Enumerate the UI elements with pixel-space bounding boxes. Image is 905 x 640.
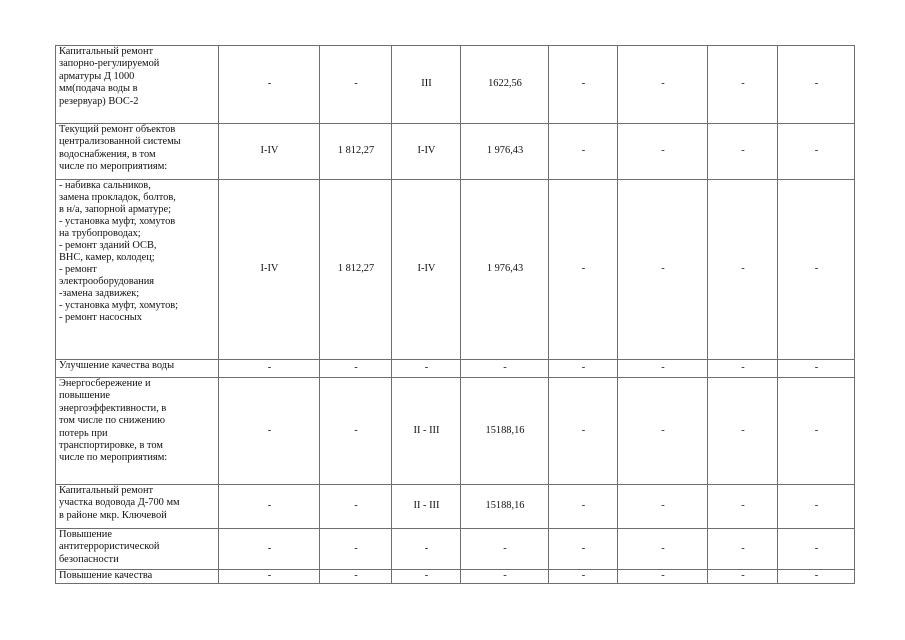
table-row xyxy=(56,529,855,570)
table-cell: - xyxy=(778,529,855,570)
table-cell: I-IV xyxy=(392,180,461,360)
table-row xyxy=(56,46,855,124)
description-line: на трубопроводах; xyxy=(59,228,141,239)
description-line: - ремонт зданий ОСВ, xyxy=(59,240,157,251)
table-row xyxy=(56,124,855,180)
table-cell: - xyxy=(708,46,778,124)
table-row xyxy=(56,180,855,360)
description-line: запорно-регулируемой xyxy=(59,58,160,70)
table-cell: - xyxy=(778,360,855,378)
row-description xyxy=(56,529,219,570)
description-line: в н/а, запорной арматуре; xyxy=(59,204,171,215)
table-row xyxy=(56,570,855,584)
description-line: ВНС, камер, колодец; xyxy=(59,252,155,263)
table-cell: - xyxy=(392,529,461,570)
table-body xyxy=(56,46,855,584)
table-cell: - xyxy=(708,124,778,180)
description-line: резервуар) ВОС-2 xyxy=(59,95,139,107)
table-cell: - xyxy=(618,529,708,570)
table-row xyxy=(56,360,855,378)
table-cell: - xyxy=(708,378,778,485)
table-cell: 1 976,43 xyxy=(461,124,549,180)
table-cell: - xyxy=(549,529,618,570)
table-cell: - xyxy=(549,378,618,485)
description-line: энергоэффективности, в xyxy=(59,402,167,414)
description-line: централизованной системы xyxy=(59,136,181,148)
description-line: безопасности xyxy=(59,553,119,565)
table-cell: - xyxy=(219,46,320,124)
description-line: Капитальный ремонт xyxy=(59,46,154,57)
table-cell: I-IV xyxy=(219,180,320,360)
table-cell: - xyxy=(778,46,855,124)
description-line: - установка муфт, хомутов; xyxy=(59,300,179,311)
table-cell: III xyxy=(392,46,461,124)
description-line: электрооборудования xyxy=(59,276,155,287)
description-line: том числе по снижению xyxy=(59,415,165,427)
table-cell: - xyxy=(461,360,549,378)
table-cell: - xyxy=(392,360,461,378)
table-cell: - xyxy=(219,378,320,485)
table-cell: - xyxy=(618,360,708,378)
description-line: числе по мероприятиям: xyxy=(59,452,168,464)
table-cell: - xyxy=(320,570,392,584)
table-cell: - xyxy=(549,124,618,180)
table-cell: - xyxy=(461,529,549,570)
row-description xyxy=(56,570,219,584)
table-cell: - xyxy=(320,46,392,124)
table-cell: 1 812,27 xyxy=(320,180,392,360)
table-cell: - xyxy=(618,378,708,485)
table-cell: - xyxy=(708,570,778,584)
description-line: -замена задвижек; xyxy=(59,288,140,299)
table-cell: - xyxy=(549,360,618,378)
description-line: замена прокладок, болтов, xyxy=(59,192,176,203)
description-line: - набивка сальников, xyxy=(59,180,151,191)
table-cell: - xyxy=(461,570,549,584)
table-cell: - xyxy=(708,529,778,570)
description-line: - ремонт xyxy=(59,264,97,275)
table-cell: 1 812,27 xyxy=(320,124,392,180)
table-cell: - xyxy=(708,360,778,378)
table-cell: - xyxy=(392,570,461,584)
description-line: Повышение xyxy=(59,529,112,540)
table-cell: - xyxy=(549,485,618,529)
table-cell: - xyxy=(618,180,708,360)
table-cell: - xyxy=(708,485,778,529)
table-cell: - xyxy=(618,485,708,529)
table-row xyxy=(56,378,855,485)
table-cell: - xyxy=(708,180,778,360)
table-cell: - xyxy=(778,378,855,485)
description-line: арматуры Д 1000 xyxy=(59,70,135,82)
description-line: Повышение качества xyxy=(59,570,153,581)
description-line: потерь при xyxy=(59,427,108,439)
table-cell: - xyxy=(549,46,618,124)
description-line: водоснабжения, в том xyxy=(59,148,156,160)
table-cell: 1 976,43 xyxy=(461,180,549,360)
row-description xyxy=(56,46,219,124)
table-cell: - xyxy=(618,124,708,180)
measures-table xyxy=(55,45,855,584)
table-cell: 15188,16 xyxy=(461,378,549,485)
description-line: числе по мероприятиям: xyxy=(59,161,168,173)
row-description xyxy=(56,124,219,180)
table-cell: - xyxy=(618,46,708,124)
table-cell: - xyxy=(219,360,320,378)
description-line: - ремонт насосных xyxy=(59,312,142,323)
table-cell: - xyxy=(549,570,618,584)
row-description xyxy=(56,485,219,529)
table-cell: II - III xyxy=(392,378,461,485)
description-line: участка водовода Д-700 мм xyxy=(59,497,180,509)
description-line: - установка муфт, хомутов xyxy=(59,216,176,227)
table-cell: - xyxy=(320,378,392,485)
description-line: антитеррористической xyxy=(59,541,160,553)
table-cell: - xyxy=(778,485,855,529)
description-line: в районе мкр. Ключевой xyxy=(59,509,167,521)
description-line: повышение xyxy=(59,390,110,402)
table-row xyxy=(56,485,855,529)
table-cell: - xyxy=(778,124,855,180)
description-line: Капитальный ремонт xyxy=(59,485,154,496)
description-line: Текущий ремонт объектов xyxy=(59,124,176,135)
table-cell: I-IV xyxy=(392,124,461,180)
row-description xyxy=(56,378,219,485)
table-cell: - xyxy=(778,180,855,360)
description-line: Энергосбережение и xyxy=(59,378,151,389)
table-cell: 1622,56 xyxy=(461,46,549,124)
table-cell: - xyxy=(320,529,392,570)
table-cell: - xyxy=(219,485,320,529)
row-description xyxy=(56,180,219,360)
table-cell: - xyxy=(320,360,392,378)
description-line: мм(подача воды в xyxy=(59,83,138,95)
table-cell: 15188,16 xyxy=(461,485,549,529)
row-description xyxy=(56,360,219,378)
table-cell: I-IV xyxy=(219,124,320,180)
table-cell: - xyxy=(219,570,320,584)
table-cell: - xyxy=(778,570,855,584)
table-cell: - xyxy=(618,570,708,584)
table-cell: - xyxy=(219,529,320,570)
table-cell: - xyxy=(549,180,618,360)
table-cell: - xyxy=(320,485,392,529)
description-line: Улучшение качества воды xyxy=(59,360,175,371)
table-cell: II - III xyxy=(392,485,461,529)
description-line: транспортировке, в том xyxy=(59,440,163,452)
